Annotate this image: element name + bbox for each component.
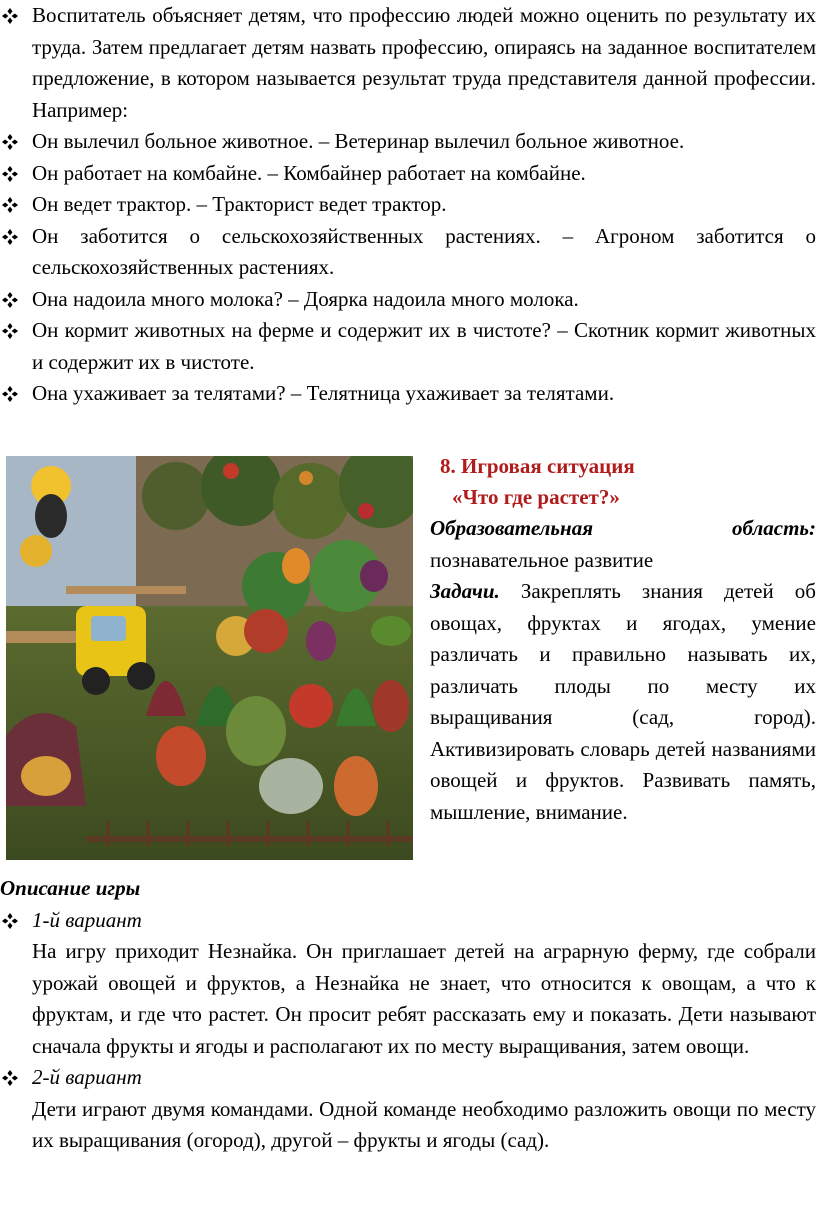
game-section xyxy=(430,451,816,828)
four-diamond-bullet-icon xyxy=(2,323,18,339)
game-description xyxy=(0,873,816,1157)
list-item-text: Она ухаживает за телятами? – Телятница ухаживает за телятами. xyxy=(32,381,615,405)
four-diamond-bullet-icon xyxy=(2,386,18,402)
list-item xyxy=(0,315,816,378)
list-item-text: Он ведет трактор. – Тракторист ведет трактор. xyxy=(32,192,447,216)
list-item xyxy=(0,378,816,410)
four-diamond-bullet-icon xyxy=(2,166,18,182)
tasks-text: Закреплять знания детей об овощах, фруктах и ягодах, умение различать и правильно называть их, различать плоды по месту их выращивания (сад, город). Активизировать словарь детей названиями овощей и фруктов. Развивать память, мышление, внимание. xyxy=(430,579,816,824)
variant-label-row xyxy=(0,1062,816,1094)
list-item xyxy=(0,284,816,316)
intro-list xyxy=(0,0,816,410)
area-label-word: область: xyxy=(732,516,816,540)
list-item xyxy=(0,189,816,221)
four-diamond-bullet-icon xyxy=(2,8,18,24)
list-item-text: Воспитатель объясняет детям, что профессию людей можно оценить по результату их труда. Затем предлагает детям назвать профессию, опираясь на заданное воспитателем предложение, в котором называется результат труда представителя данной профессии. Например: xyxy=(32,3,816,122)
list-item-text: Он работает на комбайне. – Комбайнер работает на комбайне. xyxy=(32,160,586,185)
list-item-text: Он заботится о сельскохозяйственных растениях. – Агроном заботится о сельскохозяйственных растениях. xyxy=(32,223,816,279)
list-item-text: Он вылечил больное животное. – Ветеринар вылечил больное животное. xyxy=(32,129,685,153)
variant-text: На игру приходит Незнайка. Он приглашает детей на аграрную ферму, где собрали урожай овощей и фруктов, а Незнайка не знает, что относится к овощам, а что к фруктам, и где что растет. Он просит ребят рассказать ему и показать. Дети называют сначала фрукты и ягоды и располагают их по месту выращивания, затем овощи. xyxy=(32,939,816,1058)
list-item xyxy=(0,158,816,190)
four-diamond-bullet-icon xyxy=(2,292,18,308)
four-diamond-bullet-icon xyxy=(2,197,18,213)
section-subtitle: «Что где растет?» xyxy=(452,485,620,509)
variant-label: 1-й вариант xyxy=(32,907,142,932)
area-label-word: Образовательная xyxy=(430,516,594,540)
description-heading: Описание игры xyxy=(0,876,141,900)
area-value: познавательное развитие xyxy=(430,547,654,572)
list-item xyxy=(0,0,816,126)
list-item xyxy=(0,126,816,158)
variant-label-row xyxy=(0,905,816,937)
tasks-label: Задачи. xyxy=(430,579,500,603)
area-label-row xyxy=(430,513,816,545)
four-diamond-bullet-icon xyxy=(2,1070,18,1086)
garden-game-photo xyxy=(6,456,413,860)
list-item xyxy=(0,221,816,284)
list-item-text: Она надоила много молока? – Доярка надоила много молока. xyxy=(32,286,579,311)
garden-illustration xyxy=(6,456,413,860)
variant-label: 2-й вариант xyxy=(32,1065,142,1089)
four-diamond-bullet-icon xyxy=(2,229,18,245)
four-diamond-bullet-icon xyxy=(2,134,18,150)
four-diamond-bullet-icon xyxy=(2,913,18,929)
list-item-text: Он кормит животных на ферме и содержит их в чистоте? – Скотник кормит животных и содержит их в чистоте. xyxy=(32,318,816,374)
section-title: 8. Игровая ситуация xyxy=(440,454,635,478)
variant-text: Дети играют двумя командами. Одной команде необходимо разложить овощи по месту их выращивания (огород), другой – фрукты и ягоды (сад). xyxy=(32,1096,816,1152)
tasks-paragraph xyxy=(430,576,816,828)
